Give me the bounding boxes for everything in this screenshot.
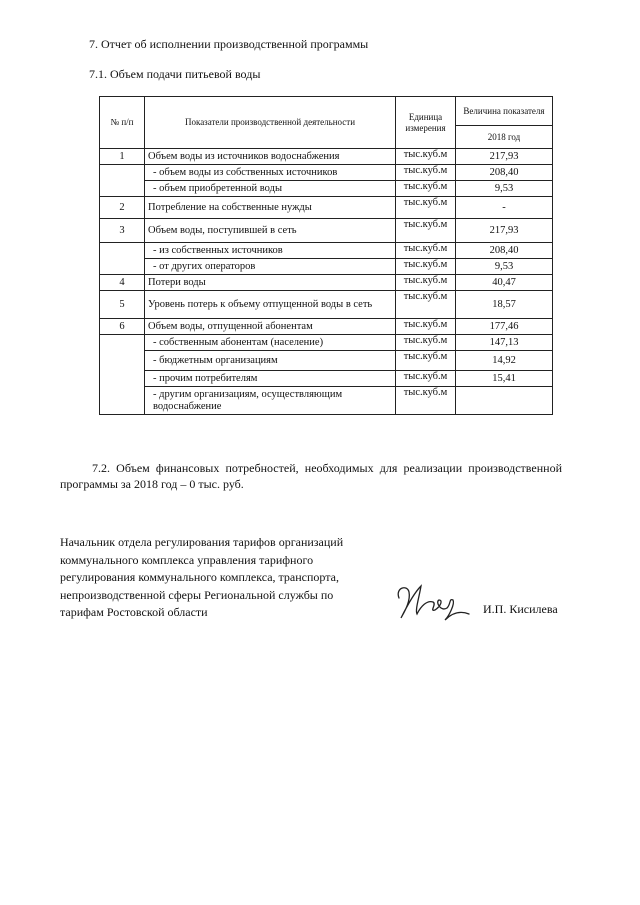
financial-note: 7.2. Объем финансовых потребностей, необходимых для реализации производственной программы за 2018 год – 0 тыс. руб. bbox=[60, 461, 562, 491]
cell-value bbox=[456, 387, 553, 415]
cell-value: 9,53 bbox=[456, 259, 553, 275]
cell-unit: тыс.куб.м bbox=[396, 181, 456, 197]
cell-num bbox=[100, 165, 145, 197]
cell-num: 1 bbox=[100, 149, 145, 165]
cell-value: 9,53 bbox=[456, 181, 553, 197]
handwritten-signature bbox=[393, 578, 471, 622]
cell-value: 217,93 bbox=[456, 149, 553, 165]
cell-num: 5 bbox=[100, 291, 145, 319]
cell-num bbox=[100, 335, 145, 415]
cell-value: 208,40 bbox=[456, 243, 553, 259]
cell-unit: тыс.куб.м bbox=[396, 335, 456, 351]
table-row bbox=[100, 259, 553, 275]
table-row bbox=[100, 149, 553, 165]
header-indicator: Показатели производственной деятельности bbox=[145, 97, 396, 149]
subsection-title: 7.1. Объем подачи питьевой воды bbox=[89, 67, 261, 81]
cell-name: Потребление на собственные нужды bbox=[145, 197, 396, 219]
cell-name: Объем воды из источников водоснабжения bbox=[145, 149, 396, 165]
cell-value: 147,13 bbox=[456, 335, 553, 351]
cell-unit: тыс.куб.м bbox=[396, 219, 456, 243]
cell-name: Объем воды, поступившей в сеть bbox=[145, 219, 396, 243]
table-row bbox=[100, 165, 553, 181]
cell-value: 40,47 bbox=[456, 275, 553, 291]
cell-name: Потери воды bbox=[145, 275, 396, 291]
cell-value: 15,41 bbox=[456, 371, 553, 387]
table-row bbox=[100, 275, 553, 291]
cell-unit: тыс.куб.м bbox=[396, 291, 456, 319]
cell-name: - другим организациям, осуществляющим водоснабжение bbox=[145, 387, 396, 415]
header-year: 2018 год bbox=[456, 126, 553, 149]
cell-value: - bbox=[456, 197, 553, 219]
cell-unit: тыс.куб.м bbox=[396, 197, 456, 219]
cell-name: - объем воды из собственных источников bbox=[145, 165, 396, 181]
cell-value: 18,57 bbox=[456, 291, 553, 319]
cell-num: 6 bbox=[100, 319, 145, 335]
cell-num: 4 bbox=[100, 275, 145, 291]
table-row bbox=[100, 219, 553, 243]
cell-unit: тыс.куб.м bbox=[396, 149, 456, 165]
table-row bbox=[100, 197, 553, 219]
signer-position: Начальник отдела регулирования тарифов организаций коммунального комплекса управления тарифного регулирования коммунального комплекса, транспорта, непроизводственной сферы Региональной службы по тарифам Ростовской области bbox=[60, 535, 344, 619]
cell-num bbox=[100, 243, 145, 275]
cell-value: 177,46 bbox=[456, 319, 553, 335]
cell-value: 14,92 bbox=[456, 351, 553, 371]
cell-unit: тыс.куб.м bbox=[396, 387, 456, 415]
table-row bbox=[100, 291, 553, 319]
table-row bbox=[100, 371, 553, 387]
cell-name: - от других операторов bbox=[145, 259, 396, 275]
cell-unit: тыс.куб.м bbox=[396, 275, 456, 291]
cell-name: Уровень потерь к объему отпущенной воды в сеть bbox=[145, 291, 396, 319]
cell-name: - прочим потребителям bbox=[145, 371, 396, 387]
table-row bbox=[100, 335, 553, 351]
header-value: Величина показателя bbox=[456, 97, 553, 126]
cell-unit: тыс.куб.м bbox=[396, 243, 456, 259]
cell-name: - объем приобретенной воды bbox=[145, 181, 396, 197]
table-row bbox=[100, 243, 553, 259]
table-row bbox=[100, 351, 553, 371]
cell-num: 3 bbox=[100, 219, 145, 243]
cell-name: - бюджетным организациям bbox=[145, 351, 396, 371]
section-title: 7. Отчет об исполнении производственной программы bbox=[89, 37, 369, 51]
cell-name: - собственным абонентам (население) bbox=[145, 335, 396, 351]
cell-num: 2 bbox=[100, 197, 145, 219]
cell-unit: тыс.куб.м bbox=[396, 319, 456, 335]
signer-name: И.П. Кисилева bbox=[483, 602, 558, 616]
table-row bbox=[100, 181, 553, 197]
header-unit: Единица измерения bbox=[396, 97, 456, 149]
cell-unit: тыс.куб.м bbox=[396, 351, 456, 371]
cell-name: Объем воды, отпущенной абонентам bbox=[145, 319, 396, 335]
cell-unit: тыс.куб.м bbox=[396, 371, 456, 387]
cell-value: 217,93 bbox=[456, 219, 553, 243]
cell-unit: тыс.куб.м bbox=[396, 259, 456, 275]
table-row bbox=[100, 319, 553, 335]
cell-name: - из собственных источников bbox=[145, 243, 396, 259]
cell-value: 208,40 bbox=[456, 165, 553, 181]
header-num: № п/п bbox=[100, 97, 145, 149]
water-supply-table bbox=[99, 96, 553, 415]
table-row bbox=[100, 387, 553, 415]
cell-unit: тыс.куб.м bbox=[396, 165, 456, 181]
